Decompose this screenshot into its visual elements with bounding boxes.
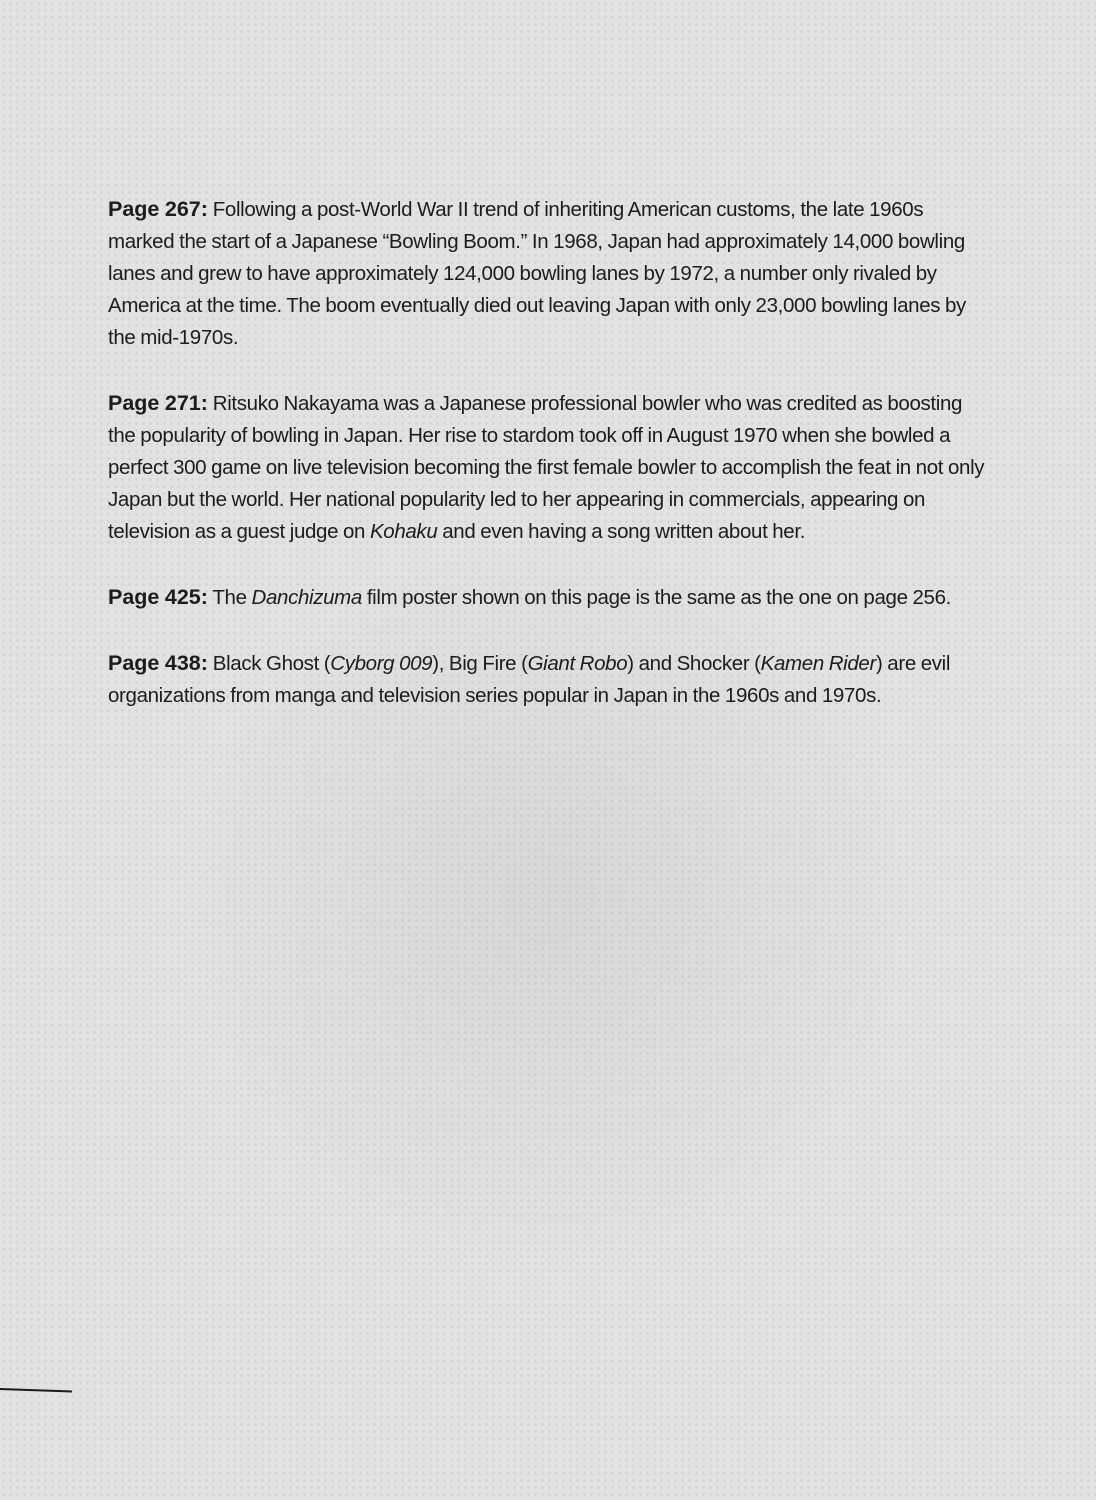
note-text-segment: Ritsuko Nakayama was a Japanese professional bowler who was credited as boosting the popularity of bowling in Japan. Her rise to stardom took off in August 1970 when she bowled a perfect 300 game on live television becoming the first female bowler to accomplish the feat in not only Japan but the world. Her national popularity led to her appearing in commercials, appearing on television as a guest judge on bbox=[108, 392, 985, 543]
notes-list bbox=[108, 193, 993, 745]
note-page-438 bbox=[108, 647, 993, 712]
note-label: Page 425: bbox=[108, 585, 208, 609]
title-kamen-rider: Kamen Rider bbox=[760, 652, 876, 675]
note-text-segment: Black Ghost ( bbox=[207, 652, 331, 675]
note-text-segment: and even having a song written about her. bbox=[437, 520, 806, 543]
note-text-segment: The bbox=[207, 586, 252, 609]
note-text-segment: Following a post-World War II trend of inheriting American customs, the late 1960s marked the start of a Japanese “Bowling Boom.” In 1968, Japan had approximately 14,000 bowling lanes and grew to have approximately 124,000 bowling lanes by 1972, a number only rivaled by America at the time. The boom eventually died out leaving Japan with only 23,000 bowling lanes by the mid-1970s. bbox=[108, 198, 966, 349]
note-text-segment: film poster shown on this page is the same as the one on page 256. bbox=[361, 586, 951, 609]
title-giant-robo: Giant Robo bbox=[527, 652, 628, 675]
note-text-segment: ) and Shocker ( bbox=[627, 652, 761, 675]
note-label: Page 271: bbox=[108, 391, 208, 415]
margin-line bbox=[0, 1388, 72, 1393]
note-text-segment: ), Big Fire ( bbox=[432, 652, 528, 675]
title-danchizuma: Danchizuma bbox=[251, 586, 362, 609]
note-label: Page 267: bbox=[108, 197, 208, 221]
note-text bbox=[108, 392, 984, 543]
note-label: Page 438: bbox=[108, 651, 208, 675]
note-text bbox=[208, 586, 951, 609]
note-page-425 bbox=[108, 581, 993, 614]
note-page-267 bbox=[108, 193, 993, 354]
note-page-271 bbox=[108, 387, 993, 548]
title-cyborg-009: Cyborg 009 bbox=[330, 652, 433, 675]
note-text bbox=[108, 652, 950, 707]
title-kohaku: Kohaku bbox=[369, 520, 438, 543]
note-text-segment: ) are evil organizations from manga and television series popular in Japan in the 1960s and 1970s. bbox=[108, 652, 951, 707]
note-text bbox=[108, 198, 966, 349]
